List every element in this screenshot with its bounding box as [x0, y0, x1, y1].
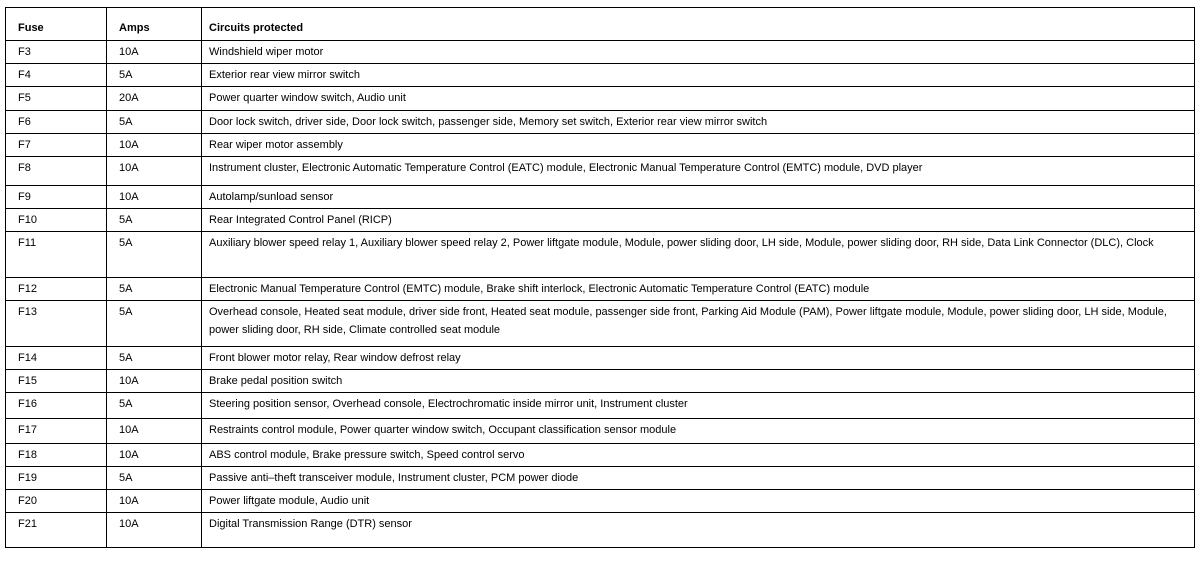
fuse-cell: F5 [6, 87, 107, 111]
amps-cell: 5A [107, 278, 202, 301]
fuse-cell: F13 [6, 301, 107, 347]
amps-cell: 5A [107, 209, 202, 232]
table-row [6, 513, 1195, 548]
table-row [6, 186, 1195, 209]
table-row [6, 232, 1195, 278]
circuits-cell: Rear wiper motor assembly [202, 134, 1195, 157]
table-row [6, 134, 1195, 157]
circuits-cell: Restraints control module, Power quarter window switch, Occupant classification sensor module [202, 419, 1195, 444]
fuse-cell: F17 [6, 419, 107, 444]
amps-cell: 5A [107, 393, 202, 419]
amps-cell: 5A [107, 301, 202, 347]
table-row [6, 209, 1195, 232]
circuits-cell: Steering position sensor, Overhead console, Electrochromatic inside mirror unit, Instrument cluster [202, 393, 1195, 419]
fuse-column-header: Fuse [6, 8, 107, 41]
table-row [6, 87, 1195, 111]
amps-cell: 5A [107, 467, 202, 490]
table-row [6, 490, 1195, 513]
amps-cell: 5A [107, 64, 202, 87]
circuits-cell: Digital Transmission Range (DTR) sensor [202, 513, 1195, 548]
fuse-cell: F20 [6, 490, 107, 513]
fuse-cell: F21 [6, 513, 107, 548]
table-row [6, 467, 1195, 490]
fuse-cell: F7 [6, 134, 107, 157]
circuits-cell: Passive anti–theft transceiver module, Instrument cluster, PCM power diode [202, 467, 1195, 490]
circuits-cell: Power liftgate module, Audio unit [202, 490, 1195, 513]
amps-cell: 10A [107, 419, 202, 444]
amps-cell: 10A [107, 370, 202, 393]
amps-cell: 10A [107, 41, 202, 64]
circuits-cell: Door lock switch, driver side, Door lock switch, passenger side, Memory set switch, Exterior rear view mirror switch [202, 111, 1195, 134]
amps-cell: 20A [107, 87, 202, 111]
fuse-cell: F6 [6, 111, 107, 134]
amps-cell: 10A [107, 134, 202, 157]
table-row [6, 41, 1195, 64]
circuits-cell: Rear Integrated Control Panel (RICP) [202, 209, 1195, 232]
fuse-cell: F3 [6, 41, 107, 64]
table-row [6, 347, 1195, 370]
amps-cell: 10A [107, 157, 202, 186]
circuits-cell: Windshield wiper motor [202, 41, 1195, 64]
table-row [6, 419, 1195, 444]
fuse-cell: F8 [6, 157, 107, 186]
circuits-cell: Exterior rear view mirror switch [202, 64, 1195, 87]
fuse-cell: F19 [6, 467, 107, 490]
amps-column-header: Amps [107, 8, 202, 41]
amps-cell: 5A [107, 111, 202, 134]
fuse-table [5, 7, 1195, 548]
circuits-cell: Electronic Manual Temperature Control (EMTC) module, Brake shift interlock, Electronic Automatic Temperature Control (EATC) module [202, 278, 1195, 301]
fuse-cell: F16 [6, 393, 107, 419]
fuse-cell: F4 [6, 64, 107, 87]
amps-cell: 5A [107, 232, 202, 278]
circuits-cell: Front blower motor relay, Rear window defrost relay [202, 347, 1195, 370]
amps-cell: 10A [107, 186, 202, 209]
circuits-cell: ABS control module, Brake pressure switch, Speed control servo [202, 444, 1195, 467]
table-row [6, 370, 1195, 393]
table-row [6, 157, 1195, 186]
fuse-cell: F18 [6, 444, 107, 467]
fuse-cell: F10 [6, 209, 107, 232]
amps-cell: 10A [107, 490, 202, 513]
amps-cell: 10A [107, 513, 202, 548]
amps-cell: 10A [107, 444, 202, 467]
table-row [6, 393, 1195, 419]
circuits-cell: Power quarter window switch, Audio unit [202, 87, 1195, 111]
table-row [6, 278, 1195, 301]
fuse-cell: F11 [6, 232, 107, 278]
circuits-column-header: Circuits protected [202, 8, 1195, 41]
circuits-cell: Brake pedal position switch [202, 370, 1195, 393]
table-row [6, 111, 1195, 134]
fuse-cell: F14 [6, 347, 107, 370]
fuse-cell: F9 [6, 186, 107, 209]
fuse-cell: F15 [6, 370, 107, 393]
circuits-cell: Autolamp/sunload sensor [202, 186, 1195, 209]
circuits-cell: Auxiliary blower speed relay 1, Auxiliary blower speed relay 2, Power liftgate module, Module, power sliding door, LH side, Module, power sliding door, RH side, Data Link Connector (DLC), Clock [202, 232, 1195, 278]
circuits-cell: Instrument cluster, Electronic Automatic Temperature Control (EATC) module, Electronic Manual Temperature Control (EMTC) module, DVD player [202, 157, 1195, 186]
fuse-table-body [6, 41, 1195, 548]
header-row [6, 8, 1195, 41]
table-row [6, 301, 1195, 347]
amps-cell: 5A [107, 347, 202, 370]
fuse-cell: F12 [6, 278, 107, 301]
table-row [6, 64, 1195, 87]
table-row [6, 444, 1195, 467]
circuits-cell: Overhead console, Heated seat module, driver side front, Heated seat module, passenger side front, Parking Aid Module (PAM), Power liftgate module, Module, power sliding door, LH side, Module, power sliding door, RH side, Climate controlled seat module [202, 301, 1195, 347]
